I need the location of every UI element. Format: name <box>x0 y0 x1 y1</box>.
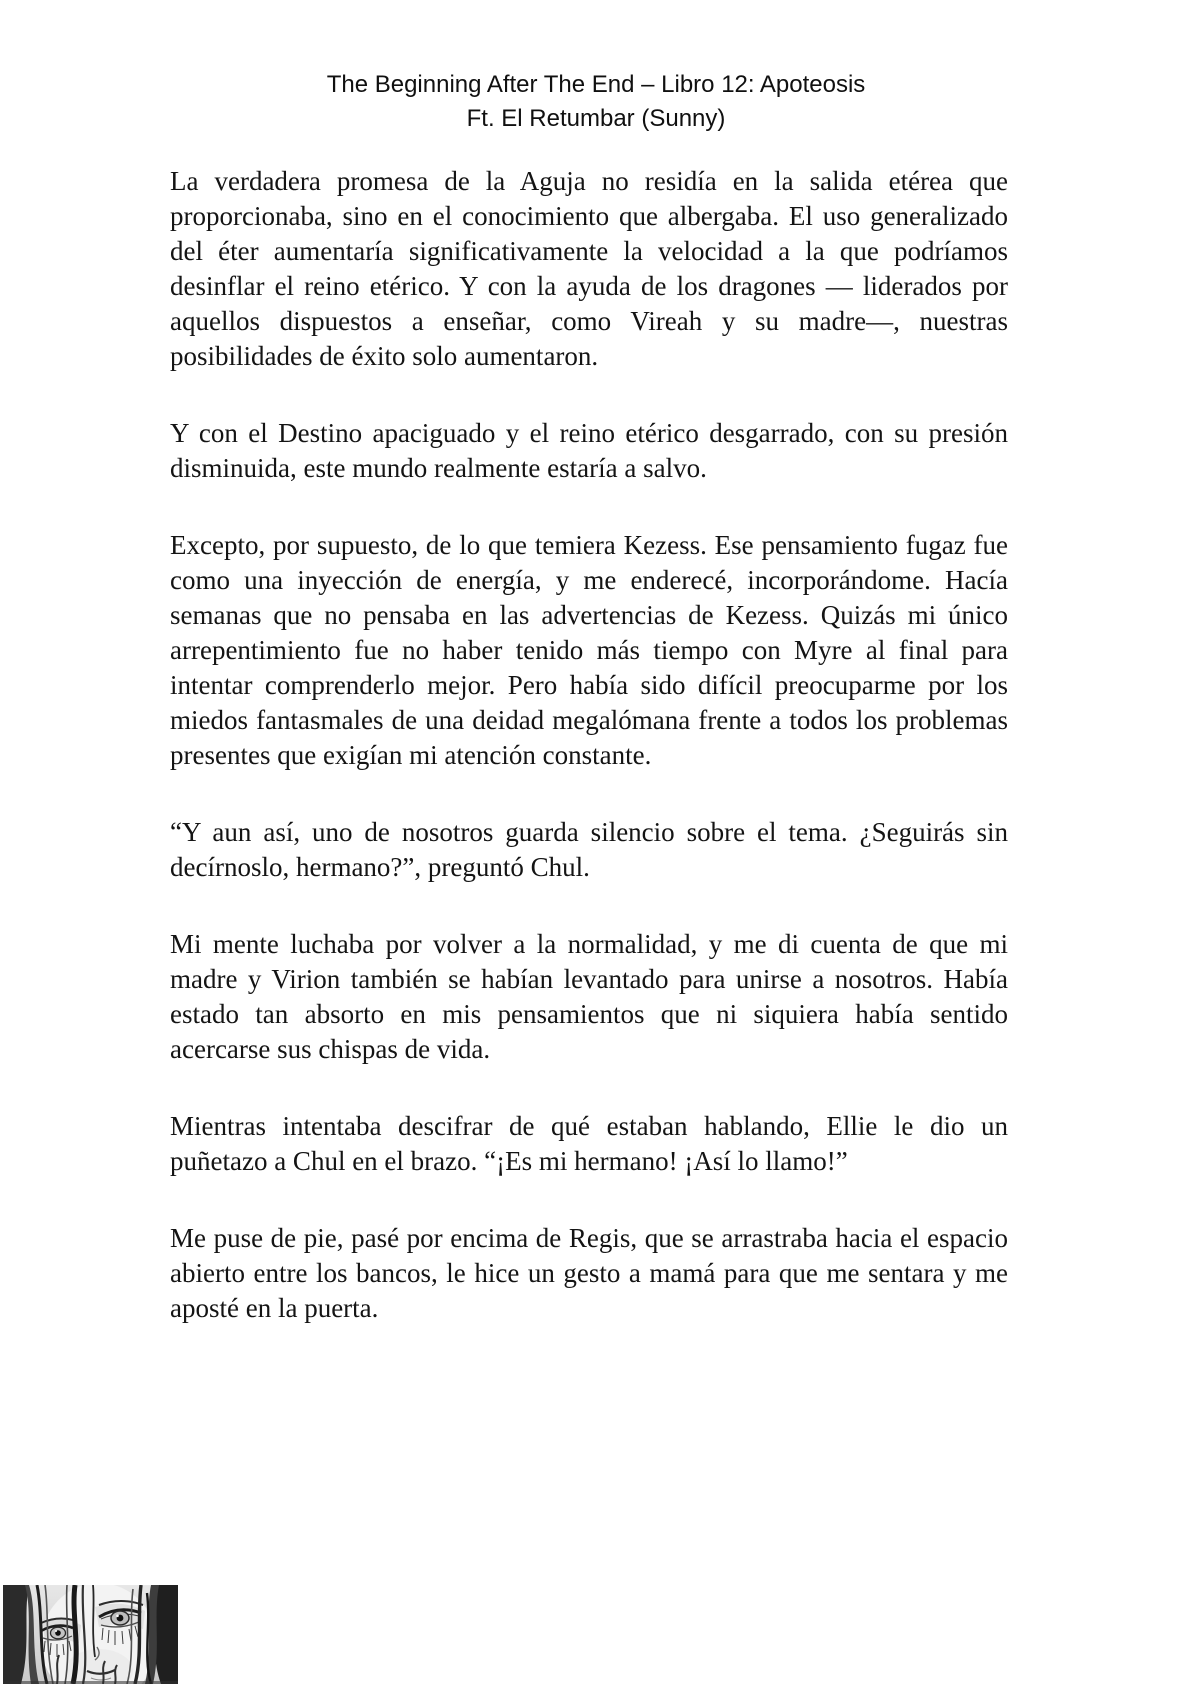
paragraph: Excepto, por supuesto, de lo que temiera Kezess. Ese pensamiento fugaz fue como una inyección de energía, y me enderecé, incorporándome. Hacía semanas que no pensaba en las advertencias de Kezess. Quizás mi único arrepentimiento fue no haber tenido más tiempo con Myre al final para intentar comprenderlo mejor. Pero había sido difícil preocuparme por los miedos fantasmales de una deidad megalómana frente a todos los problemas presentes que exigían mi atención constante. <box>170 530 1008 770</box>
footer-illustration <box>3 1585 178 1684</box>
paragraph: Y con el Destino apaciguado y el reino etérico desgarrado, con su presión disminuida, este mundo realmente estaría a salvo. <box>170 418 1008 483</box>
document-body <box>170 164 1008 1368</box>
title-line-2: Ft. El Retumbar (Sunny) <box>466 105 726 132</box>
paragraph: Mi mente luchaba por volver a la normalidad, y me di cuenta de que mi madre y Virion también se habían levantado para unirse a nosotros. Había estado tan absorto en mis pensamientos que ni siquiera había sentido acercarse sus chispas de vida. <box>170 929 1008 1064</box>
document-title <box>0 68 1192 136</box>
paragraph: Mientras intentaba descifrar de qué estaban hablando, Ellie le dio un puñetazo a Chul en el brazo. “¡Es mi hermano! ¡Así lo llamo!” <box>170 1111 1008 1176</box>
paragraph: “Y aun así, uno de nosotros guarda silencio sobre el tema. ¿Seguirás sin decírnoslo, hermano?”, preguntó Chul. <box>170 817 1008 882</box>
paragraph: La verdadera promesa de la Aguja no residía en la salida etérea que proporcionaba, sino en el conocimiento que albergaba. El uso generalizado del éter aumentaría significativamente la velocidad a la que podríamos desinflar el reino etérico. Y con la ayuda de los dragones — liderados por aquellos dispuestos a enseñar, como Vireah y su madre—, nuestras posibilidades de éxito solo aumentaron. <box>170 166 1008 371</box>
paragraph: Me puse de pie, pasé por encima de Regis, que se arrastraba hacia el espacio abierto entre los bancos, le hice un gesto a mamá para que me sentara y me aposté en la puerta. <box>170 1223 1008 1323</box>
title-line-1: The Beginning After The End – Libro 12: Apoteosis <box>326 71 866 98</box>
manga-face-image <box>3 1585 178 1684</box>
